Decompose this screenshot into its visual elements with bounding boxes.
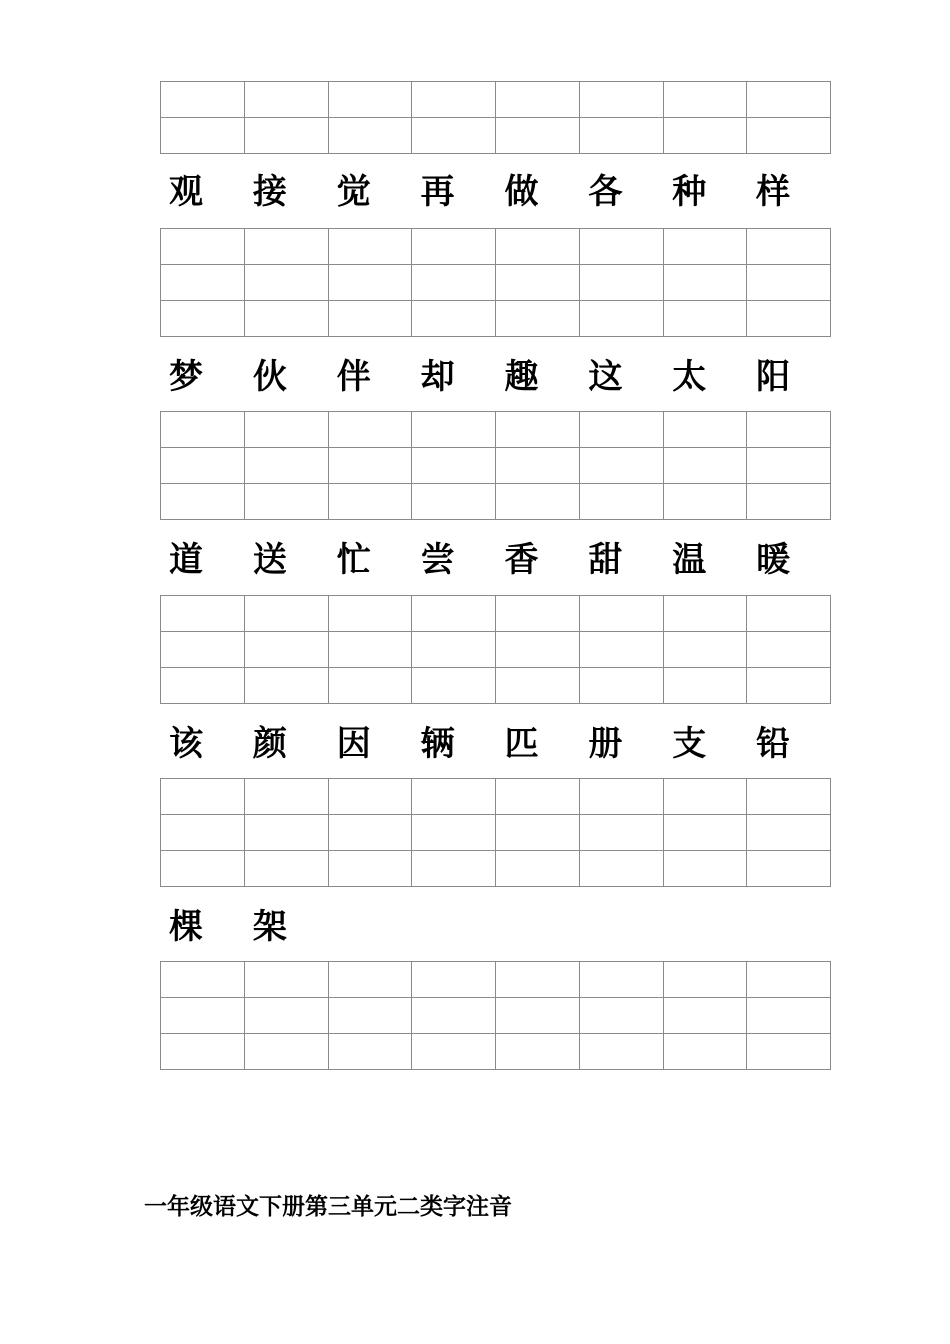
grid-cell — [244, 815, 328, 851]
grid-cell — [663, 815, 747, 851]
grid-cell — [663, 412, 747, 448]
grid-cell — [161, 815, 245, 851]
grid-cell — [579, 412, 663, 448]
grid-cell — [747, 229, 831, 265]
grid-cell — [747, 596, 831, 632]
grid-cell — [161, 962, 245, 998]
grid-cell — [328, 596, 412, 632]
grid-cell — [663, 448, 747, 484]
grid-cell — [328, 484, 412, 520]
grid-cell — [747, 1034, 831, 1070]
hanzi-character: 各 — [588, 172, 623, 212]
grid-cell — [579, 962, 663, 998]
grid-cell — [328, 851, 412, 887]
grid-cell — [244, 412, 328, 448]
grid-cell — [579, 82, 663, 118]
grid-cell — [328, 962, 412, 998]
grid-cell — [579, 596, 663, 632]
grid-cell — [496, 82, 580, 118]
grid-cell — [244, 118, 328, 154]
pinyin-writing-grid — [160, 81, 831, 154]
grid-cell — [412, 779, 496, 815]
grid-cell — [244, 229, 328, 265]
grid-cell — [244, 962, 328, 998]
grid-cell — [328, 118, 412, 154]
grid-cell — [412, 118, 496, 154]
grid-cell — [161, 484, 245, 520]
hanzi-character: 支 — [672, 724, 707, 764]
pinyin-writing-grid — [160, 961, 831, 1070]
grid-cell — [747, 484, 831, 520]
grid-cell — [412, 82, 496, 118]
grid-cell — [412, 412, 496, 448]
grid-cell — [579, 851, 663, 887]
grid-cell — [244, 596, 328, 632]
grid-cell — [161, 596, 245, 632]
hanzi-character: 太 — [672, 357, 707, 397]
grid-row — [161, 962, 831, 998]
grid-cell — [161, 82, 245, 118]
grid-cell — [161, 229, 245, 265]
grid-cell — [412, 596, 496, 632]
grid-cell — [747, 412, 831, 448]
grid-cell — [496, 448, 580, 484]
grid-cell — [579, 484, 663, 520]
hanzi-character: 匹 — [504, 724, 539, 764]
grid-cell — [412, 998, 496, 1034]
grid-row — [161, 596, 831, 632]
grid-cell — [244, 448, 328, 484]
grid-cell — [244, 484, 328, 520]
grid-cell — [496, 998, 580, 1034]
hanzi-character: 暖 — [756, 540, 791, 580]
grid-cell — [161, 668, 245, 704]
hanzi-character: 甜 — [588, 540, 623, 580]
grid-cell — [747, 668, 831, 704]
hanzi-character: 样 — [756, 172, 791, 212]
grid-cell — [496, 962, 580, 998]
hanzi-character: 颜 — [252, 724, 287, 764]
grid-cell — [412, 484, 496, 520]
grid-cell — [579, 998, 663, 1034]
grid-cell — [663, 596, 747, 632]
grid-cell — [663, 668, 747, 704]
grid-row — [161, 632, 831, 668]
grid-row — [161, 301, 831, 337]
grid-cell — [412, 815, 496, 851]
grid-cell — [412, 1034, 496, 1070]
grid-cell — [412, 448, 496, 484]
grid-cell — [161, 779, 245, 815]
grid-cell — [579, 118, 663, 154]
character-row — [160, 353, 831, 401]
hanzi-character: 册 — [588, 724, 623, 764]
character-row — [160, 903, 831, 951]
hanzi-character: 再 — [420, 172, 455, 212]
grid-row — [161, 815, 831, 851]
grid-cell — [244, 779, 328, 815]
grid-cell — [663, 998, 747, 1034]
grid-cell — [328, 815, 412, 851]
grid-cell — [496, 229, 580, 265]
grid-cell — [328, 779, 412, 815]
grid-cell — [244, 301, 328, 337]
grid-cell — [663, 265, 747, 301]
grid-cell — [747, 265, 831, 301]
grid-cell — [747, 448, 831, 484]
hanzi-character: 该 — [169, 724, 203, 764]
grid-cell — [161, 448, 245, 484]
grid-cell — [747, 82, 831, 118]
pinyin-writing-grid — [160, 228, 831, 337]
character-row — [160, 168, 831, 216]
grid-cell — [496, 632, 580, 668]
grid-row — [161, 1034, 831, 1070]
grid-cell — [412, 962, 496, 998]
grid-cell — [663, 851, 747, 887]
worksheet-title: 一年级语文下册第三单元二类字注音 — [144, 1193, 512, 1220]
grid-row — [161, 779, 831, 815]
grid-cell — [663, 229, 747, 265]
grid-cell — [412, 229, 496, 265]
grid-cell — [579, 301, 663, 337]
hanzi-character: 棵 — [169, 907, 203, 947]
grid-cell — [161, 632, 245, 668]
grid-cell — [747, 962, 831, 998]
hanzi-character: 这 — [588, 357, 623, 397]
hanzi-character: 香 — [504, 540, 539, 580]
grid-cell — [579, 779, 663, 815]
grid-cell — [579, 448, 663, 484]
grid-cell — [161, 118, 245, 154]
grid-cell — [747, 851, 831, 887]
grid-cell — [328, 448, 412, 484]
grid-row — [161, 412, 831, 448]
grid-row — [161, 998, 831, 1034]
grid-cell — [244, 668, 328, 704]
grid-cell — [161, 998, 245, 1034]
hanzi-character: 辆 — [420, 724, 455, 764]
grid-cell — [328, 265, 412, 301]
grid-row — [161, 118, 831, 154]
pinyin-writing-grid — [160, 411, 831, 520]
grid-cell — [328, 632, 412, 668]
grid-cell — [747, 632, 831, 668]
grid-cell — [663, 118, 747, 154]
grid-row — [161, 82, 831, 118]
grid-cell — [579, 265, 663, 301]
hanzi-character: 尝 — [420, 540, 455, 580]
grid-row — [161, 448, 831, 484]
hanzi-character: 伴 — [336, 357, 371, 397]
grid-cell — [579, 229, 663, 265]
hanzi-character: 观 — [169, 172, 203, 212]
character-row — [160, 536, 831, 584]
grid-cell — [496, 815, 580, 851]
grid-cell — [328, 998, 412, 1034]
hanzi-character: 架 — [252, 907, 287, 947]
grid-cell — [496, 596, 580, 632]
grid-cell — [412, 851, 496, 887]
grid-cell — [328, 668, 412, 704]
grid-cell — [328, 301, 412, 337]
grid-cell — [412, 301, 496, 337]
hanzi-character: 忙 — [336, 540, 371, 580]
grid-row — [161, 229, 831, 265]
hanzi-character: 伙 — [252, 357, 287, 397]
grid-cell — [496, 668, 580, 704]
grid-cell — [747, 998, 831, 1034]
grid-cell — [161, 265, 245, 301]
grid-cell — [663, 301, 747, 337]
grid-cell — [579, 668, 663, 704]
grid-cell — [496, 779, 580, 815]
grid-cell — [663, 632, 747, 668]
grid-cell — [328, 82, 412, 118]
hanzi-character: 趣 — [504, 357, 539, 397]
grid-cell — [244, 998, 328, 1034]
hanzi-character: 做 — [504, 172, 539, 212]
grid-cell — [412, 632, 496, 668]
grid-cell — [412, 668, 496, 704]
grid-cell — [412, 265, 496, 301]
grid-cell — [663, 484, 747, 520]
grid-cell — [244, 632, 328, 668]
grid-cell — [328, 412, 412, 448]
grid-cell — [579, 815, 663, 851]
grid-cell — [579, 1034, 663, 1070]
grid-cell — [244, 82, 328, 118]
hanzi-character: 觉 — [336, 172, 371, 212]
grid-cell — [328, 1034, 412, 1070]
grid-row — [161, 484, 831, 520]
pinyin-writing-grid — [160, 778, 831, 887]
hanzi-character: 种 — [672, 172, 707, 212]
grid-cell — [496, 301, 580, 337]
grid-row — [161, 668, 831, 704]
grid-cell — [747, 118, 831, 154]
grid-cell — [496, 412, 580, 448]
grid-cell — [663, 962, 747, 998]
grid-cell — [496, 484, 580, 520]
grid-cell — [161, 1034, 245, 1070]
grid-row — [161, 851, 831, 887]
grid-cell — [496, 1034, 580, 1070]
hanzi-character: 却 — [420, 357, 455, 397]
hanzi-character: 梦 — [169, 357, 203, 397]
hanzi-character: 送 — [252, 540, 287, 580]
grid-cell — [579, 632, 663, 668]
pinyin-writing-grid — [160, 595, 831, 704]
hanzi-character: 铅 — [756, 724, 791, 764]
grid-cell — [496, 118, 580, 154]
grid-cell — [747, 815, 831, 851]
grid-cell — [244, 1034, 328, 1070]
character-row — [160, 720, 831, 768]
grid-cell — [244, 265, 328, 301]
hanzi-character: 温 — [672, 540, 707, 580]
grid-cell — [496, 851, 580, 887]
grid-cell — [663, 779, 747, 815]
grid-cell — [496, 265, 580, 301]
grid-cell — [663, 1034, 747, 1070]
grid-cell — [328, 229, 412, 265]
grid-row — [161, 265, 831, 301]
grid-cell — [244, 851, 328, 887]
grid-cell — [747, 301, 831, 337]
hanzi-character: 道 — [169, 540, 203, 580]
grid-cell — [663, 82, 747, 118]
grid-cell — [747, 779, 831, 815]
grid-cell — [161, 851, 245, 887]
grid-cell — [161, 301, 245, 337]
grid-cell — [161, 412, 245, 448]
hanzi-character: 因 — [336, 724, 371, 764]
hanzi-character: 阳 — [756, 357, 791, 397]
hanzi-character: 接 — [252, 172, 287, 212]
